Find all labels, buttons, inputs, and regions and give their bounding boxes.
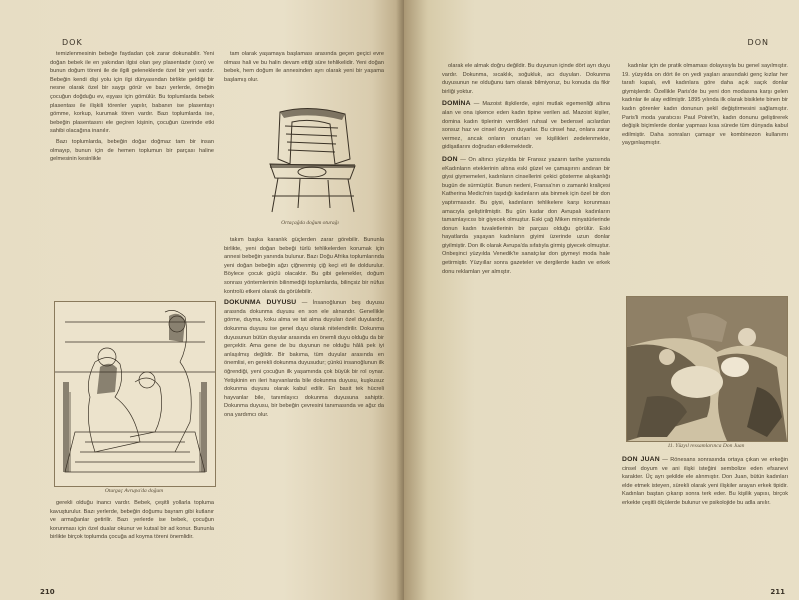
entry-heading: DOMİNA xyxy=(442,100,471,108)
birthing-scene-illustration xyxy=(54,301,216,487)
paragraph: tam olarak yaşamaya başlaması arasında geçen geçici evre olması hali ve bu halin devam ettiği süre tehlikelidir. Yeni doğan bebek, hem doğum ile annesinden ayrı olarak yeni bir yaşama başlamış olur. xyxy=(224,51,384,83)
left-col1-text xyxy=(50,50,214,298)
entry-heading: DON xyxy=(442,155,458,163)
running-head-left: DOK xyxy=(62,38,83,47)
paragraph: olarak ele almak doğru değildir. Bu duyunun içinde dört ayrı duyu vardır. Dokunma, sıcaklık, soğukluk, acı duyuları. Dokunma duyusunun ne olduğunu tam olarak bilmiyoruz, bu konuda da fikir birliği yoktur. xyxy=(442,63,610,95)
entry-domina xyxy=(442,100,610,152)
entry-don-juan xyxy=(622,456,788,508)
right-page xyxy=(404,0,799,600)
page-number-left: 210 xyxy=(40,588,55,596)
birthing-scene-drawing xyxy=(55,302,215,486)
right-col2-text xyxy=(622,456,788,590)
right-col2-text-top xyxy=(622,62,788,290)
paragraph: takım başka karanlık güçlerden zarar görebilir. Bununla birlikte, yeni doğan bebeği türlü tehlikelerden korumak için annesi bebeğin yanında bulunur. Bazı Doğu Afrika toplumlarında yeni doğan bebeğin ağzı çiğnenmiş çiğ keçi eti ile doldurulur. Böylece çocuk güçlü olacaktır. Bu gibi gelenekler, doğum sonrası yöntemlerinin bilinmediği toplumlarda, bilinçsiz bir nüfus kontrolü etkeni olarak da görülebilir. xyxy=(224,237,384,295)
paragraph: Bazı toplumlarda, bebeğin doğar doğmaz tam bir insan olmayıp, bunun için de hemen toplumun bir parçası haline gelmesinin kesinlikle xyxy=(50,138,214,163)
entry-dokunma-duyusu xyxy=(224,299,384,419)
chair-illustration-caption: Ortaçağda doğum oturağı xyxy=(281,220,339,226)
birthing-chair-illustration xyxy=(250,104,372,216)
left-col1-text-bottom xyxy=(50,499,214,591)
don-juan-painting xyxy=(626,296,788,442)
paragraph: temizlenmesinin bebeğe faydadan çok zarar dokunabilir. Yeni doğan bebek ile en yakından ilgisi olan şey plasentadır (son) ve bunun doğum töreni ile de ilgili geleneklerde özel bir yeri vardır. Bebeğin kendi dişi yolu için ilgi dünyasından birlikte geldiği bir nesne olarak özel bir saygı görür ve bazı yerlerde, örneğin çocuğun doğduğu ev, eşyası için gömülür. Bu toplumlarda bebek plasentası ile ilişkili törenler yapılır, babanın ise plasentayı gömme, korkup, kurumak tören vardır. Bazı toplumlarda ise, bebeğin plasentasını ele geçiren kişinin, çocuğun üzerinde etki sahibi olacağına inanılır. xyxy=(50,51,214,135)
entry-don xyxy=(442,156,610,276)
entry-body: — Rönesans sonrasında ortaya çıkan ve erkeğin cinsel doyum ve ani ilişki isteğini sembolize eden efsanevi karakter. Üç ayrı şekilde ele alınmıştır. Don Juan, bütün kadınları elde etmek isteyen, sürekli olarak yeni ilişkiler arayan erkek tipidir. Kadınları baştan çıkarıp sonra terk eder. Bu kişilik yapısı, birçok erkekte çeşitli ölçülerde bulunur ve psikolojide bu adla anılır. xyxy=(622,457,788,506)
left-col2-text-top xyxy=(224,50,384,104)
paragraph: kadınlar için de pratik olmaması dolayısıyla bu genel sayılmıştır. 19. yüzyılda on dört ile on yedi yaşları arasındaki genç kızlar her tarafı kapalı, evli kadınlara göre daha açık saçık donlar giymişlerdir. Özellikle Paris'de bu yeni don modasına karşı gelen kadınlar ile alay edilmiştir. 1895 yılında ilk olarak bisiklete binen bir kadın görenler kadın donunun şekil değiştirmesini sağlamıştır. Paris'li moda yaratıcısı Paul Poiret'in, kadın donunu geliştirerek değişik biçimlerde donlar yapması kısa sürede tüm dünyada kabul edilmiştir. Daha sonraları çamaşır ve kombinezon kullanımı yaygınlaşmıştır. xyxy=(622,63,788,147)
entry-body: — Mazoist ilişkilerde, eşini mutlak egemenliği altına alan ve ona işkence eden kadın tipine verilen ad. Mazoist kişiler, domina kadın tiplerinin verdikleri ruhsal ve bedensel acılardan sonsuz haz ve cinsel doyum duyarlar. Bu cinsel haz, onlara zarar vermez, ancak onların onurları ve kişilikleri zedelenmekte, gidişatlarını doğrudan etkilemektedir. xyxy=(442,101,610,151)
entry-heading: DOKUNMA DUYUSU xyxy=(224,299,297,307)
left-col2-text xyxy=(224,236,384,596)
birthing-chair-drawing xyxy=(250,104,372,216)
painting-caption: 11. Yüzyıl ressamlarınca Don Juan xyxy=(667,443,745,449)
don-juan-painting-image xyxy=(627,297,787,441)
entry-heading: DON JUAN xyxy=(622,456,660,463)
left-illustration-caption: Oturgaç Avrupa'da doğum xyxy=(104,488,164,494)
running-head-right: DON xyxy=(747,38,769,47)
entry-body: — İnsanoğlunun beş duyusu arasında dokunma duyusu en son ele alınandır. Genellikle görme, duyma, koku alma ve tat alma duyuları özel duyulardır, dokunma duyusu ise genel duyu olarak nitelendirilir. Dokunma duyusunun bütün duyular arasında en önemli duyu olduğu da bir gerçektir. Ama gene de bu duyunun ne olduğu hâlâ pek iyi anlaşılmış değildir. Bir bakıma, tüm duyular arasında en önemlisi, en gerekli dokunma duyusudur; çünkü insanoğlunun ilk öğrendiği, yeni çocuğun ilk yaşamında çok büyük bir rol oynar. Yetişkinin en ileri hayvanlarda bile dokunma duyusu, kuşkusuz dokunma duyusu olarak kabul edilir. En basit tek hücreli hayvanlar bile, tanımlayıcı dokunma duyusuna sahiptir. Dokunma duyusu, bir bebeğin çevresini tanımasında ve ağız da ona yardımcı olur. xyxy=(224,300,384,418)
paragraph: gerekli olduğu inancı vardır. Bebek, çeşitli yollarla topluma kavuşturulur. Bazı yerlerde, bebeğin doğumu bayram gibi kutlanır ve armağanlar getirilir. Bazı yerlerde ise bebek, çocuğun korunması için özel dualar okunur ve kutsal bir ad konur. Bununla birlikte birçok toplumda çocuğa ad koyma töreni önemlidir. xyxy=(50,500,214,541)
right-col1-text xyxy=(442,62,610,588)
page-number-right: 211 xyxy=(770,588,785,596)
entry-body: — On altıncı yüzyılda bir Fransız yazarın tarihe yazısında eKadınların eteklerinin altına eski güzel ve çamaşırını andıran bir giysi giymemeleri, kadınların cinsellerini çekici gösterme alışkanlığı bugün de sürmüştür. Bunun nedeni, Fransa'nın o zamanki kraliçesi Katherina Medici'nin taşıdığı kadınların ata binmek için özel bir don yaptırmasıdır. Bu giysi, kadınların tehlikelere karşı korunması amacıyla geliştirilmiştir. Bu gün kadar don Avrupalı kadınların tamamlayıcısı bir giyecek olmuştur. Eski çağ Miken minyatürlerinde donun kadın tuvaletlerinin bir parçası olduğu görülür. Eski hayatlarda yaşayan kadınların giyimi üzerinde uzun donlar giyilmiştir. Don ilk olarak Avrupa'da sıfatıyla girmiş giyecek olmuştur. Onbeşinci yüzyılda Venedik'te sanatçılar don giymeyi moda hale getirmiştir. Yüzyıllar sonra gazeteler ve dergilerde kadın ve erkek donu reklamları yer almıştır. xyxy=(442,156,610,275)
